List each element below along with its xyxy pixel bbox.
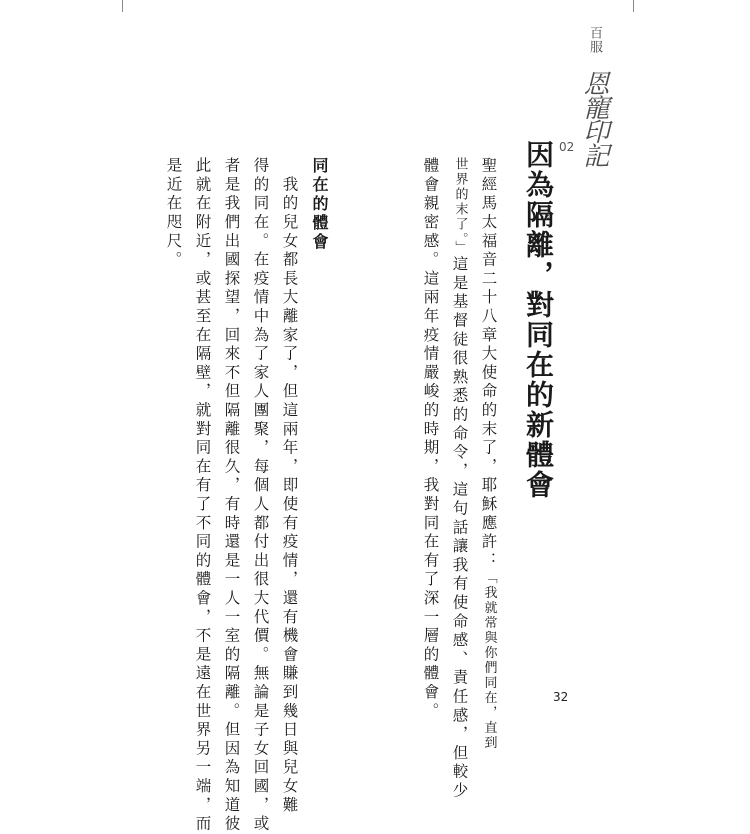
scripture-quote: 世界的末了。」 xyxy=(452,157,468,256)
scripture-quote: 「我就常與你們同在，直到 xyxy=(481,570,497,751)
chapter-title: 因為隔離，對同在的新體會 xyxy=(522,140,555,500)
series-name: 百服 xyxy=(587,26,602,54)
body-text: 聖經馬太福音二十八章大使命的末了，耶穌應許： xyxy=(479,157,498,571)
running-head xyxy=(581,26,607,166)
crop-mark-right xyxy=(633,0,634,12)
body-line: 我的兒女都長大離家了，但這兩年，即使有疫情，還有機會賺到幾日與兒女難 xyxy=(280,157,299,815)
body-line: 此就在附近，或甚至在隔壁，就對同在有了不同的體會，不是遠在世界另一端，而 xyxy=(193,157,212,834)
chapter-number: 02 xyxy=(559,140,575,154)
body-line xyxy=(480,157,496,751)
body-line: 得的同在。在疫情中為了家人團聚，每個人都付出很大代價。無論是子女回國，或 xyxy=(251,157,270,834)
body-line: 者是我們出國探望，回來不但隔離很久，有時還是一人一室的隔離。但因為知道彼 xyxy=(222,157,241,834)
section-heading: 同在的體會 xyxy=(310,157,329,252)
page-number: 32 xyxy=(553,690,569,704)
crop-mark-left xyxy=(122,0,123,12)
body-line: 是近在咫尺。 xyxy=(164,157,183,270)
body-line xyxy=(451,157,467,801)
book-title: 恩寵印記 xyxy=(579,70,609,166)
body-text: 這是基督徒很熟悉的命令，這句話讓我有使命感、責任感，但較少 xyxy=(450,255,469,801)
body-line: 體會親密感。這兩年疫情嚴峻的時期，我對同在有了深一層的體會。 xyxy=(421,157,440,721)
